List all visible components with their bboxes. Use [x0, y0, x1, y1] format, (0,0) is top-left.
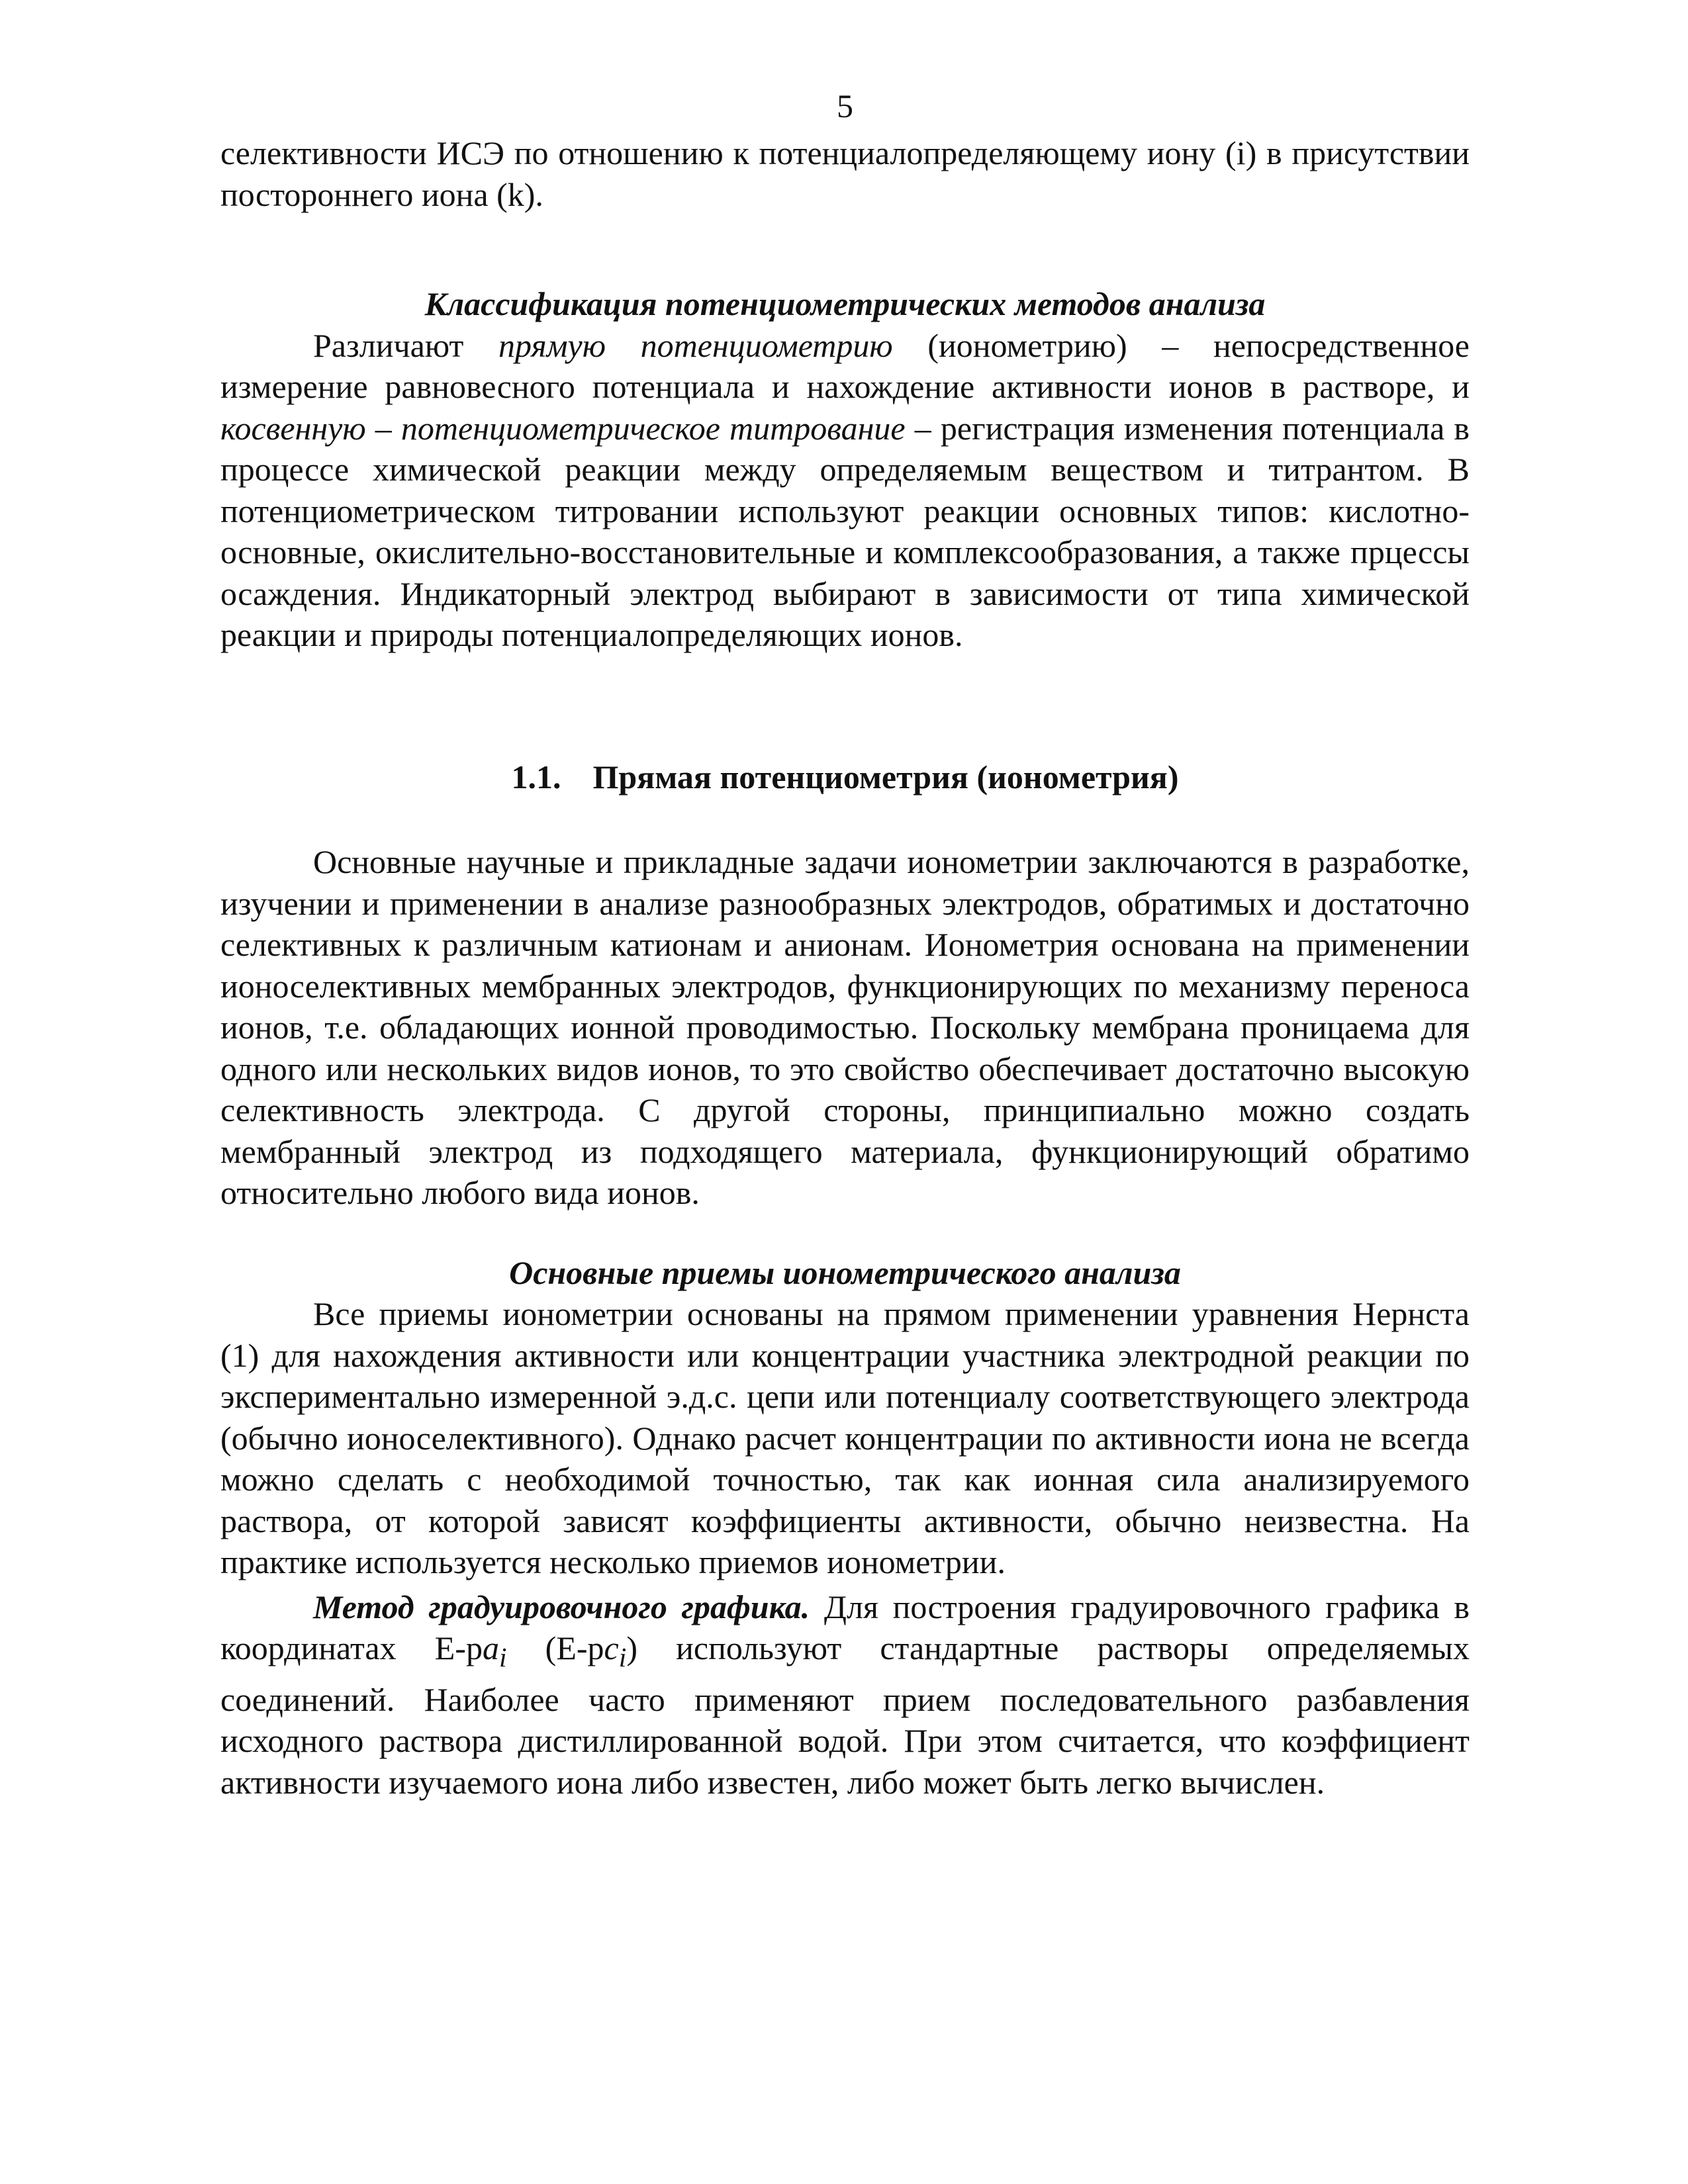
page-number: 5 — [837, 87, 853, 124]
intro-paragraph: селективности ИСЭ по отношению к потенциалопределяющему иону (i) в присутствии постороннего иона (k). — [220, 134, 1470, 213]
subscript-i-1: i — [498, 1643, 507, 1673]
symbol-c: c — [604, 1629, 619, 1666]
classification-paragraph — [220, 325, 1470, 656]
classification-text-start: Различают — [313, 326, 499, 364]
document-page — [220, 86, 1470, 1803]
calibration-text-1: Для построения градуировочного графика в координатах Е-р — [220, 1588, 1470, 1666]
ionometry-paragraph: Основные научные и прикладные задачи ионометрии заключаются в разработке, изучении и применении в анализе разнообразных электродов, обратимых и достаточно селективных к различным катионам и анионам. Ионометрия основана на применении ионоселективных мембранных электродов, функционирующих по механизму переноса ионов, т.е. обладающих ионной проводимостью. Поскольку мембрана проницаема для одного или нескольких видов ионов, то это свойство обеспечивает достаточно высокую селективность электрода. С другой стороны, принципиально можно создать мембранный электрод из подходящего материала, функционирующий обратимо относительно любого вида ионов. — [220, 843, 1470, 1211]
subscript-i-2: i — [618, 1643, 627, 1673]
calibration-method-title: Метод градуировочного графика. — [313, 1588, 810, 1625]
classification-text-mid: (ионометрию) – непосредственное измерение равновесного потенциала и нахождение активности ионов в растворе, и — [220, 326, 1470, 405]
calibration-paragraph — [220, 1586, 1470, 1803]
calibration-text-3: ) используют стандартные растворы определяемых соединений. Наиболее часто применяют прием последовательного разбавления исходного раствора дистиллированной водой. При этом считается, что коэффициент активности изучаемого иона либо известен, либо может быть легко вычислен. — [220, 1629, 1470, 1801]
techniques-heading: Основные приемы ионометрического анализа — [509, 1253, 1181, 1291]
symbol-a: a — [482, 1629, 499, 1666]
classification-heading: Классификация потенциометрических методов анализа — [424, 285, 1266, 322]
indirect-potentiometry-term: косвенную – потенциометрическое титрование — [220, 409, 906, 447]
section-number: 1.1. — [511, 758, 561, 796]
classification-text-end: – регистрация изменения потенциала в процессе химической реакции между определяемым веществом и титрантом. В потенциометрическом титровании используют реакции основных типов: кислотно-основные, окислительно-восстановительные и комплексообразования, а также прцессы осаждения. Индикаторный электрод выбирают в зависимости от типа химической реакции и природы потенциалопределяющих ионов. — [220, 409, 1470, 653]
direct-potentiometry-term: прямую потенциометрию — [498, 326, 893, 364]
techniques-paragraph: Все приемы ионометрии основаны на прямом применении уравнения Нернста (1) для нахождения активности или концентрации участника электродной реакции по экспериментально измеренной э.д.с. цепи или потенциалу соответствующего электрода (обычно ионоселективного). Однако расчет концентрации по активности иона не всегда можно сделать с необходимой точностью, так как ионная сила анализируемого раствора, от которой зависят коэффициенты активности, обычно неизвестна. На практике используется несколько приемов ионометрии. — [220, 1295, 1470, 1580]
section-heading — [220, 756, 1470, 798]
calibration-text-2: (Е-р — [506, 1629, 604, 1666]
section-title: Прямая потенциометрия (ионометрия) — [592, 758, 1179, 796]
